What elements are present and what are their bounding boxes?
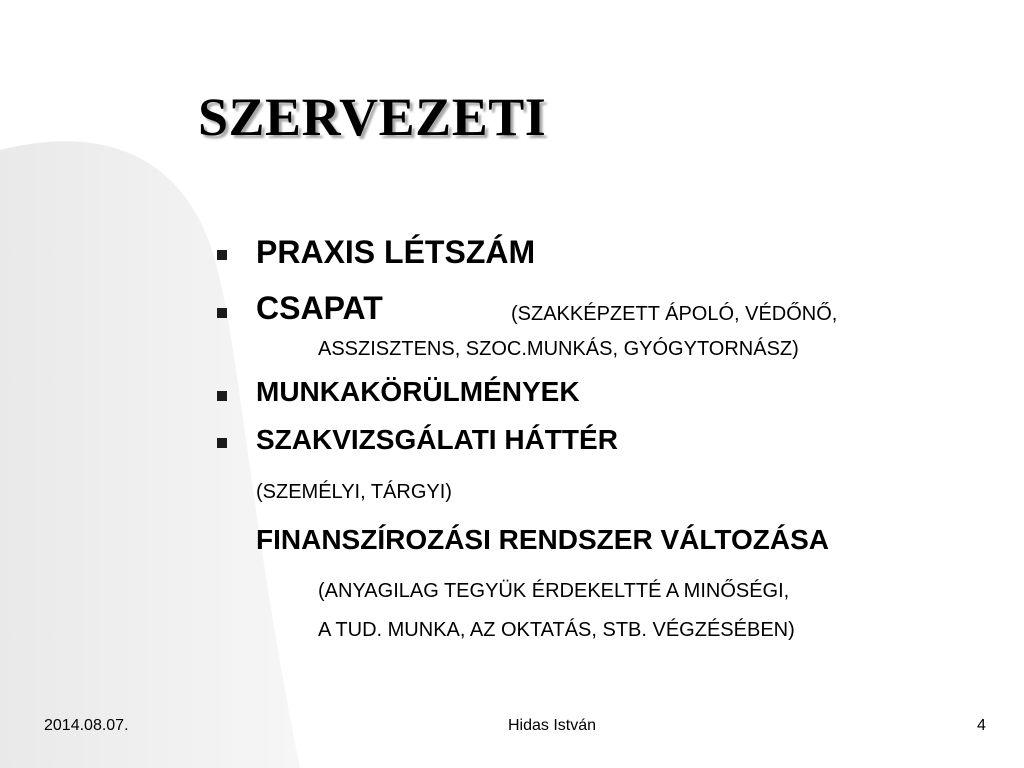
footer-author: Hidas István: [508, 717, 597, 734]
bullet-marker: [217, 308, 227, 318]
bullet-marker: [217, 391, 227, 401]
slide-title: SZERVEZETI: [198, 87, 547, 147]
bullet-marker: [217, 438, 227, 448]
szakvizsgalati-detail: (SZEMÉLYI, TÁRGYI): [256, 481, 452, 503]
csapat-detail-line2: ASSZISZTENS, SZOC.MUNKÁS, GYÓGYTORNÁSZ): [318, 338, 799, 360]
item-praxis-letszam: PRAXIS LÉTSZÁM: [256, 234, 536, 270]
item-csapat: CSAPAT: [256, 290, 383, 326]
footer-date: 2014.08.07.: [44, 717, 129, 734]
finanszirozas-heading: FINANSZÍROZÁSI RENDSZER VÁLTOZÁSA: [256, 524, 829, 555]
bullet-marker: [217, 250, 227, 260]
footer-page-number: 4: [977, 717, 986, 734]
finanszirozas-detail-line2: A TUD. MUNKA, AZ OKTATÁS, STB. VÉGZÉSÉBEN): [318, 619, 795, 641]
item-munkakorulmenyek: MUNKAKÖRÜLMÉNYEK: [256, 376, 580, 407]
csapat-detail-line1: (SZAKKÉPZETT ÁPOLÓ, VÉDŐNŐ,: [511, 303, 838, 325]
finanszirozas-detail-line1: (ANYAGILAG TEGYÜK ÉRDEKELTTÉ A MINŐSÉGI,: [318, 580, 790, 602]
item-szakvizsgalati-hatter: SZAKVIZSGÁLATI HÁTTÉR: [256, 424, 618, 455]
